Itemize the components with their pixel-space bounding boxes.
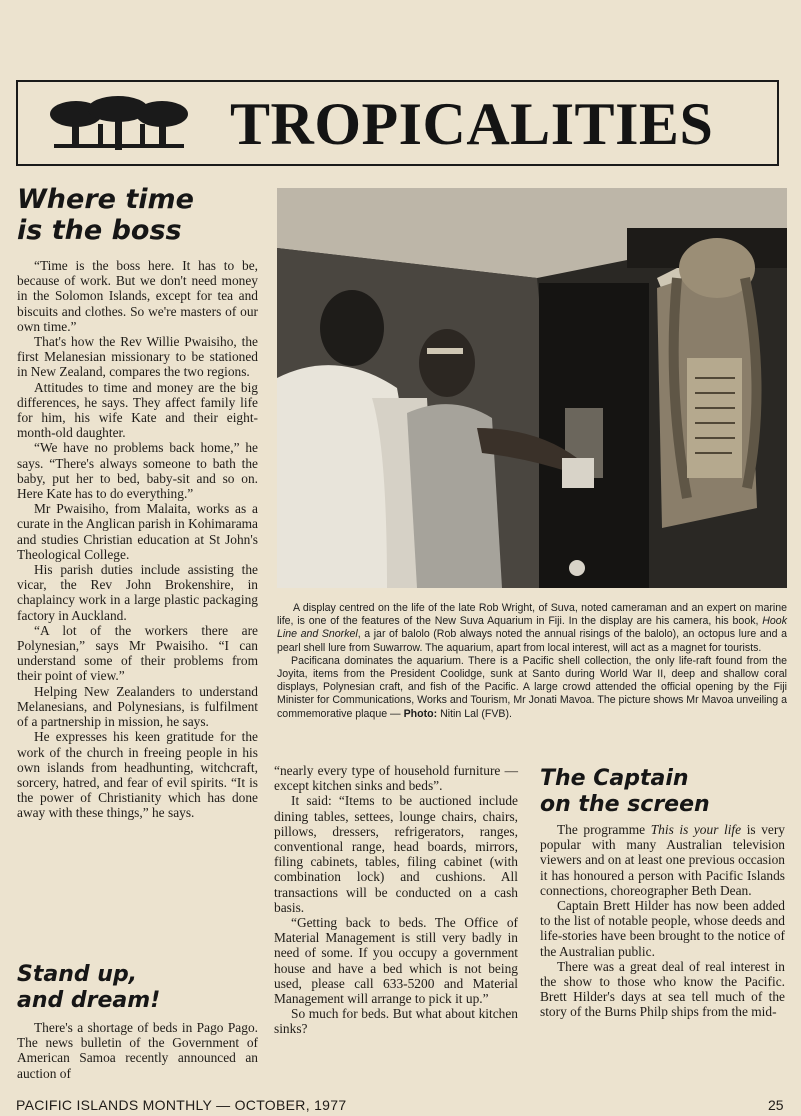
- article1-paragraph: He expresses his keen gratitude for the work of the church in freeing people in his own islands from headhunting, witchcraft, sorcery, hatred, and fear of evil spirits. “It is the power of Christianity which has done away with these things,” he says.: [17, 729, 258, 821]
- footer-publication: PACIFIC ISLANDS MONTHLY — OCTOBER, 1977: [16, 1097, 347, 1113]
- article3-text: The programme: [557, 822, 651, 837]
- article3-text: is very popular with many Australian television viewers and on at least one previous occasion it has honoured a person with Pacific Islands connections, choreographer Beth Dean.: [540, 822, 785, 898]
- article3-paragraph: There was a great deal of real interest in the show to those who know the Pacific. Brett Hilder's days at sea tell much of the story of the Burns Philp ships from the mid-: [540, 958, 785, 1020]
- caption-text: A display centred on the life of the late Rob Wright, of Suva, noted cameraman and an expert on marine life, is one of the features of the New Suva Aquarium in Fiji. In the display are his camera, his book,: [277, 602, 787, 628]
- article3-headline: [540, 766, 710, 818]
- article1-paragraph: “We have no problems back home,” he says. “There's always someone to bath the baby, put her to bed, baby-sit and so on. Here Kate has to do everything.”: [17, 440, 258, 502]
- palm-trees-icon: [46, 94, 192, 156]
- page-number: 25: [768, 1097, 784, 1113]
- article3-body: [540, 822, 785, 1020]
- caption-paragraph: [277, 602, 787, 655]
- article2-body-col1: [17, 1020, 258, 1081]
- photo-caption: [277, 602, 787, 721]
- masthead-title: TROPICALITIES: [230, 91, 714, 157]
- article2-paragraph: “Getting back to beds. The Office of Material Management is still very badly in need of some. If you occupy a government house and have a bed which is not being used, please call 633-5200 and Material Management will arrange to pick it up.”: [274, 915, 518, 1007]
- article3-paragraph: Captain Brett Hilder has now been added to the list of notable people, whose deeds and life-stories have been brought to the notice of the Australian public.: [540, 898, 785, 959]
- article2-headline: [17, 962, 160, 1014]
- article1-paragraph: “A lot of the workers there are Polynesian,” says Mr Pwaisiho. “I can understand some of their problems from their point of view.”: [17, 622, 258, 684]
- article1-paragraph: Mr Pwaisiho, from Malaita, works as a curate in the Anglican parish in Kohimarama and studies Christian education at St John's Theological College.: [17, 501, 258, 562]
- masthead-banner: [16, 80, 779, 166]
- article2-headline-line1: Stand up,: [17, 962, 138, 987]
- article2-paragraph: It said: “Items to be auctioned include dining tables, settees, lounge chairs, chairs, pillows, dressers, refrigerators, ranges, conventional range, head boards, mirrors, filing cabinets, tables, filing cabinet (with combination lock) and cushions. All transactions will be conducted on a cash basis.: [274, 793, 518, 915]
- article1-headline: [17, 184, 194, 246]
- caption-paragraph: [277, 655, 787, 721]
- article2-paragraph: There's a shortage of beds in Pago Pago. The news bulletin of the Government of American Samoa recently announced an auction of: [17, 1020, 258, 1081]
- caption-text: Pacificana dominates the aquarium. There is a Pacific shell collection, the only life-raft found from the Joyita, items from the President Coolidge, sunk at Santo during World War II, deep and shallow coral displays, Polynesian craft, and fish of the Pacific. A large crowd attended the official opening by the Fiji Minister for Communications, Works and Tourism, Mr Jonati Mavoa. The picture shows Mr Mavoa unveiling a commemorative plaque —: [277, 654, 787, 720]
- article1-body: [17, 258, 258, 821]
- photo-credit-name: Nitin Lal (FVB).: [440, 707, 512, 720]
- article1-headline-line2: is the boss: [17, 215, 182, 246]
- book-title: Hook Line and Snorkel: [277, 615, 787, 641]
- aquarium-photo: [277, 188, 787, 588]
- article3-paragraph: [540, 822, 785, 898]
- article1-paragraph: Attitudes to time and money are the big differences, he says. They affect family life for him, his wife Kate and their eight-month-old daughter.: [17, 379, 258, 441]
- article2-paragraph: So much for beds. But what about kitchen sinks?: [274, 1006, 518, 1037]
- article1-paragraph: Helping New Zealanders to understand Melanesians, and Polynesians, is fulfilment of a partnership in mission, he says.: [17, 683, 258, 730]
- programme-title: This is your life: [650, 822, 742, 837]
- article1-paragraph: His parish duties include assisting the vicar, the Rev John Brokenshire, in chaplaincy work in a large plastic packaging factory in Auckland.: [17, 562, 258, 623]
- article1-headline-line1: Where time: [17, 184, 194, 215]
- article1-paragraph: That's how the Rev Willie Pwaisiho, the first Melanesian missionary to be stationed in New Zealand, compares the two regions.: [17, 334, 258, 380]
- article3-headline-line1: The Captain: [540, 766, 689, 791]
- article2-body-col2: [274, 763, 518, 1037]
- article2-paragraph: “nearly every type of household furniture — except kitchen sinks and beds”.: [274, 763, 518, 794]
- article1-paragraph: “Time is the boss here. It has to be, because of work. But we don't need money in the Solomon Islands, except for tea and biscuits and clothes. So we're masters of our own time.”: [17, 258, 258, 334]
- photo-credit-label: Photo:: [403, 707, 438, 720]
- article2-headline-line2: and dream!: [17, 988, 161, 1013]
- article3-headline-line2: on the screen: [540, 792, 710, 817]
- caption-text: , a jar of balolo (Rob always noted the annual risings of the balolo), an octopus lure and a pearl shell lure from Suwarrow. The aquarium, apart from local interest, will act as a magnet for tourists.: [277, 628, 787, 654]
